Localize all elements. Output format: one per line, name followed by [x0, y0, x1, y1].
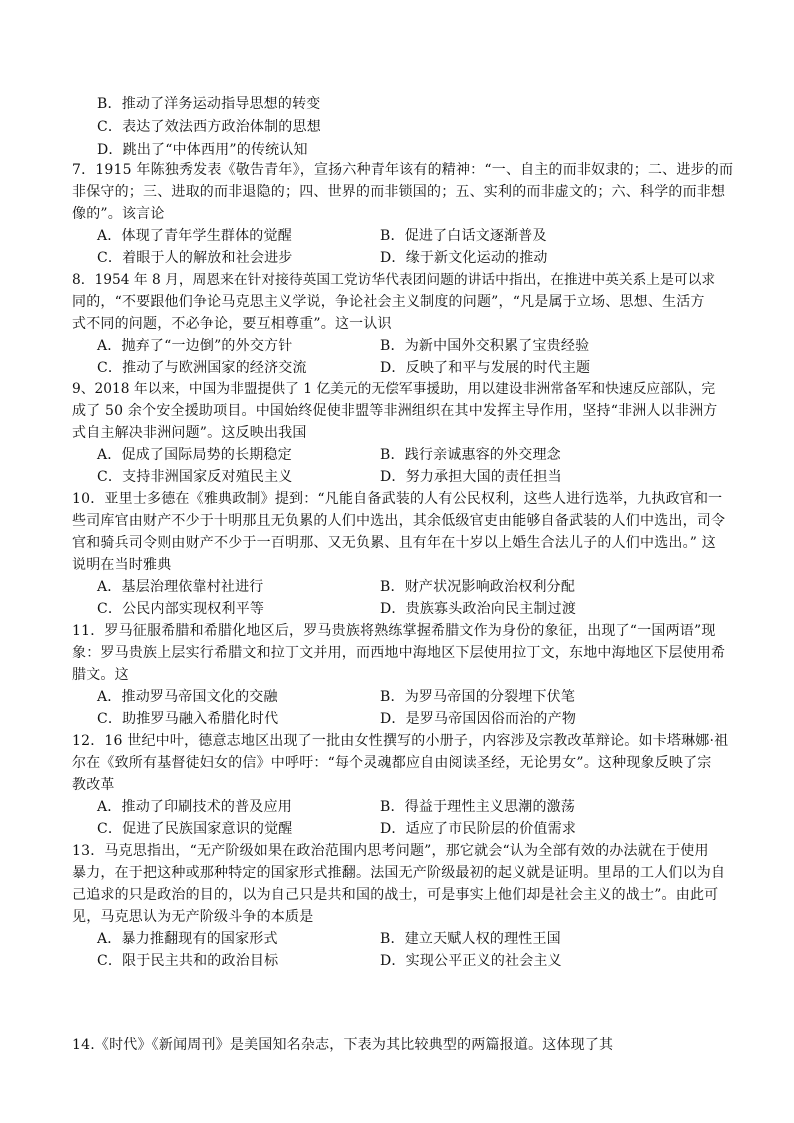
q10-stem-line-2: 些司库官由财产不少于十明那且无负累的人们中选出，其余低级官吏由能够自备武装的人们中选出，司令 [72, 513, 726, 529]
q12-option-c: C．促进了民族国家意识的觉醒 [97, 821, 293, 837]
q12-stem-line-1: 12．16 世纪中叶，德意志地区出现了一批由女性撰写的小册子，内容涉及宗教改革辩论。如卡塔琳娜·祖 [72, 733, 729, 749]
q14-stem-line-1: 14.《时代》《新闻周刊》是美国知名杂志，下表为其比较典型的两篇报道。这体现了其 [72, 1037, 614, 1053]
q10-option-d: D．贵族寡头政治向民主制过渡 [380, 601, 577, 617]
q10-stem-line-3: 官和骑兵司令则由财产不少于一百明那、又无负累、且有年在十岁以上婚生合法儿子的人们中选出。” 这 [72, 535, 717, 551]
q13-option-c: C．限于民主共和的政治目标 [97, 953, 279, 969]
q13-stem-line-2: 暴力，在于把这种或那种特定的国家形式推翻。法国无产阶级最初的起义就是证明。里昂的工人们以为自 [72, 865, 726, 881]
q6-option-b: B．推动了洋务运动指导思想的转变 [97, 96, 321, 112]
q11-stem-line-1: 11．罗马征服希腊和希腊化地区后，罗马贵族将熟练掌握希腊文作为身份的象征，出现了“一国两语”现 [72, 623, 716, 639]
q9-stem-line-2: 成了 50 余个安全援助项目。中国始终促使非盟等非洲组织在其中发挥主导作用，坚持“非洲人以非洲方 [72, 403, 718, 419]
q9-stem-line-1: 9、2018 年以来，中国为非盟提供了 1 亿美元的无偿军事援助，用以建设非洲常备军和快速反应部队，完 [72, 381, 716, 397]
q12-option-d: D．适应了市民阶层的价值需求 [380, 821, 577, 837]
q8-stem-line-3: 式不同的问题，不必争论，要互相尊重”。这一认识 [72, 316, 392, 332]
q10-option-b: B．财产状况影响政治权利分配 [380, 579, 576, 595]
q9-option-c: C．支持非洲国家反对殖民主义 [97, 469, 293, 485]
q11-stem-line-2: 象：罗马贵族上层实行希腊文和拉丁文并用，而西地中海地区下层使用拉丁文，东地中海地区下层使用希 [72, 645, 726, 661]
q8-stem-line-2: 同的，“不要跟他们争论马克思主义学说，争论社会主义制度的问题”，“凡是属于立场、思想、生活方 [72, 294, 705, 310]
q13-stem-line-4: 见，马克思认为无产阶级斗争的本质是 [72, 909, 314, 925]
q7-option-a: A．体现了青年学生群体的觉醒 [97, 228, 292, 244]
q13-stem-line-1: 13．马克思指出，“无产阶级如果在政治范围内思考问题”，那它就会“认为全部有效的办法就在于使用 [72, 843, 709, 859]
q13-option-a: A．暴力推翻现有的国家形式 [97, 931, 278, 947]
q13-option-d: D．实现公平正义的社会主义 [380, 953, 562, 969]
q7-stem-line-3: 像的”。该言论 [72, 206, 165, 222]
q10-stem-line-1: 10．亚里士多德在《雅典政制》提到：“凡能自备武装的人有公民权利，这些人进行选举，九执政官和一 [72, 491, 723, 507]
q13-option-b: B．建立天赋人权的理性王国 [380, 931, 561, 947]
q13-stem-line-3: 己追求的只是政治的目的，以为自己只是共和国的战士，可是事实上他们却是社会主义的战士”。由此可 [72, 887, 719, 903]
q9-option-a: A．促成了国际局势的长期稳定 [97, 447, 292, 463]
q6-option-d: D．跳出了“中体西用”的传统认知 [97, 142, 308, 158]
q7-option-b: B．促进了白话文逐渐普及 [380, 228, 547, 244]
q10-option-c: C．公民内部实现权利平等 [97, 601, 265, 617]
q11-option-b: B．为罗马帝国的分裂埋下伏笔 [380, 689, 576, 705]
q8-option-c: C．推动了与欧洲国家的经济交流 [97, 360, 307, 376]
q7-stem-line-2: 非保守的；三、进取的而非退隐的；四、世界的而非锁国的；五、实利的而非虚文的；六、科学的而非想 [72, 184, 726, 200]
q8-stem-line-1: 8．1954 年 8 月，周恩来在针对接待英国工党访华代表团问题的讲话中指出，在推进中英关系上是可以求 [72, 272, 716, 288]
q9-option-d: D．努力承担大国的责任担当 [380, 469, 562, 485]
q7-stem-line-1: 7．1915 年陈独秀发表《敬告青年》，宣扬六种青年该有的精神：“一、自主的而非奴隶的；二、进步的而 [72, 162, 734, 178]
q10-stem-line-4: 说明在当时雅典 [72, 557, 172, 573]
q12-option-b: B．得益于理性主义思潮的激荡 [380, 799, 576, 815]
q12-option-a: A．推动了印刷技术的普及应用 [97, 799, 292, 815]
q12-stem-line-2: 尔在《致所有基督徒妇女的信》中呼吁：“每个灵魂都应自由阅读圣经，无论男女”。这种现象反映了宗 [72, 755, 712, 771]
q8-option-a: A．抛弃了“一边倒”的外交方针 [97, 338, 293, 354]
q11-stem-line-3: 腊文。这 [72, 667, 129, 683]
q6-option-c: C．表达了效法西方政治体制的思想 [97, 119, 321, 135]
q12-stem-line-3: 教改革 [72, 777, 115, 793]
q11-option-c: C．助推罗马融入希腊化时代 [97, 711, 279, 727]
q11-option-a: A．推动罗马帝国文化的交融 [97, 689, 278, 705]
q10-option-a: A．基层治理依靠村社进行 [97, 579, 264, 595]
q7-option-d: D．缘于新文化运动的推动 [380, 250, 548, 266]
q9-option-b: B．践行亲诚惠容的外交理念 [380, 447, 561, 463]
q8-option-d: D．反映了和平与发展的时代主题 [380, 360, 591, 376]
q8-option-b: B．为新中国外交积累了宝贵经验 [380, 338, 590, 354]
q9-stem-line-3: 式自主解决非洲问题”。这反映出我国 [72, 425, 307, 441]
q7-option-c: C．着眼于人的解放和社会进步 [97, 250, 293, 266]
q11-option-d: D．是罗马帝国因俗而治的产物 [380, 711, 577, 727]
